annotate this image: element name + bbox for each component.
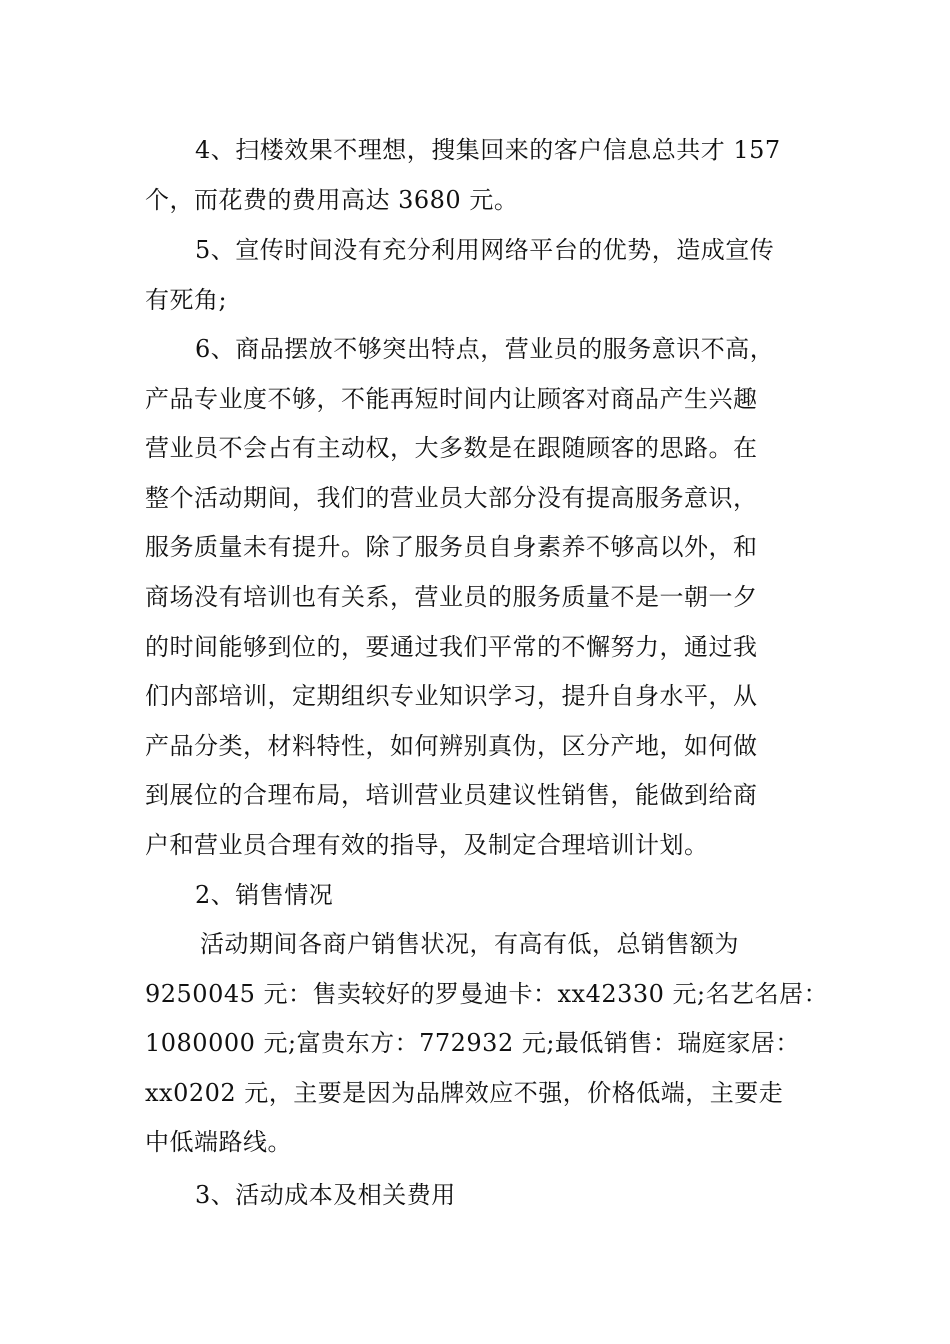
paragraph-6-line-3: 营业员不会占有主动权，大多数是在跟随顾客的思路。在 [145,434,758,462]
paragraph-4-line-2: 个，而花费的费用高达 3680 元。 [145,186,519,214]
paragraph-6-line-10: 到展位的合理布局，培训营业员建议性销售，能做到给商 [145,781,758,809]
paragraph-5-line-2: 有死角; [145,286,228,314]
paragraph-6-line-8: 们内部培训，定期组织专业知识学习，提升自身水平，从 [145,682,758,710]
paragraph-4-line-1: 4、扫楼效果不理想，搜集回来的客户信息总共才 157 [195,136,781,164]
section-3-heading: 3、活动成本及相关费用 [195,1181,456,1209]
paragraph-6-line-1: 6、商品摆放不够突出特点，营业员的服务意识不高， [195,335,775,363]
paragraph-6-line-7: 的时间能够到位的，要通过我们平常的不懈努力，通过我 [145,633,758,661]
sales-paragraph-line-2: 9250045 元：售卖较好的罗曼迪卡：xx42330 元;名艺名居： [145,980,829,1008]
sales-paragraph-line-4: xx0202 元，主要是因为品牌效应不强，价格低端，主要走 [145,1079,784,1107]
paragraph-6-line-2: 产品专业度不够，不能再短时间内让顾客对商品产生兴趣 [145,385,758,413]
paragraph-6-line-4: 整个活动期间，我们的营业员大部分没有提高服务意识， [145,484,758,512]
section-2-heading: 2、销售情况 [195,881,334,909]
paragraph-6-line-11: 户和营业员合理有效的指导，及制定合理培训计划。 [145,831,709,859]
paragraph-6-line-5: 服务质量未有提升。除了服务员自身素养不够高以外，和 [145,533,758,561]
sales-paragraph-line-3: 1080000 元;富贵东方：772932 元;最低销售：瑞庭家居： [145,1029,800,1057]
paragraph-6-line-9: 产品分类，材料特性，如何辨别真伪，区分产地，如何做 [145,732,758,760]
sales-paragraph-line-5: 中低端路线。 [145,1128,292,1156]
paragraph-6-line-6: 商场没有培训也有关系，营业员的服务质量不是一朝一夕 [145,583,758,611]
paragraph-5-line-1: 5、宣传时间没有充分利用网络平台的优势，造成宣传 [195,236,775,264]
sales-paragraph-line-1: 活动期间各商户销售状况，有高有低，总销售额为 [200,930,739,958]
